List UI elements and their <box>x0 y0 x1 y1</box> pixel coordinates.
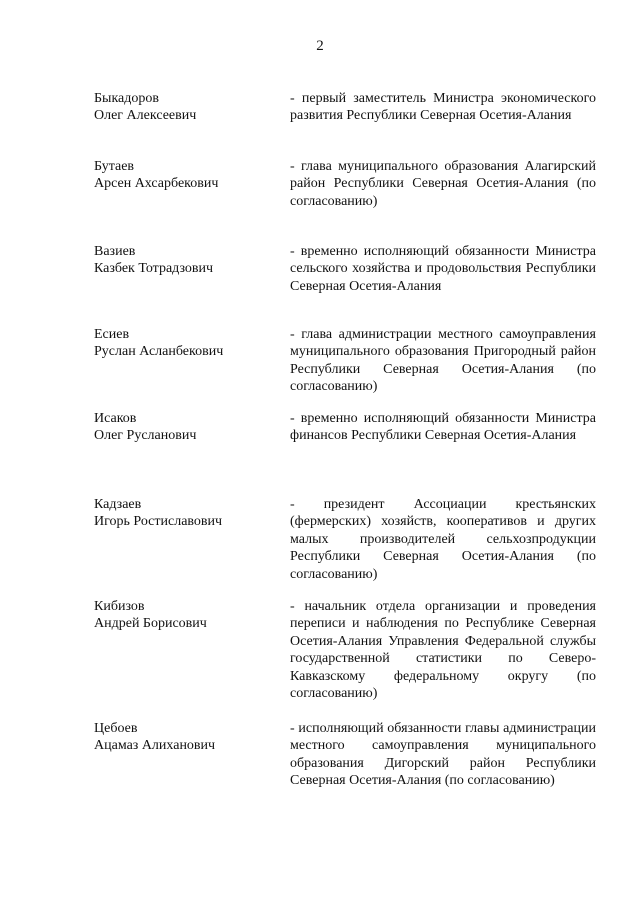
member-surname: Вазиев <box>94 244 136 259</box>
member-given-names: Руслан Асланбекович <box>94 344 224 359</box>
member-name <box>94 720 274 754</box>
member-role: - исполняющий обязанности главы администрации местного самоуправления муниципального образования Дигорский район Республики Северная Осетия-Алания (по согласованию) <box>290 721 596 789</box>
member-name <box>94 326 274 360</box>
member-surname: Быкадоров <box>94 91 159 106</box>
member-role: - временно исполняющий обязанности Министра сельского хозяйства и продовольствия Республики Северная Осетия-Алания <box>290 244 596 294</box>
member-surname: Кибизов <box>94 599 145 614</box>
member-surname: Цебоев <box>94 721 138 736</box>
page-number: 2 <box>316 38 324 54</box>
member-role: - временно исполняющий обязанности Министра финансов Республики Северная Осетия-Алания <box>290 411 596 444</box>
member-given-names: Андрей Борисович <box>94 616 207 631</box>
member-surname: Есиев <box>94 327 130 342</box>
member-surname: Бутаев <box>94 159 135 174</box>
member-role: - первый заместитель Министра экономического развития Республики Северная Осетия-Алания <box>290 91 596 124</box>
member-name <box>94 158 274 192</box>
member-name <box>94 410 274 444</box>
member-given-names: Ацамаз Алиханович <box>94 738 216 753</box>
member-role: - начальник отдела организации и проведения переписи и наблюдения по Республике Северная Осетия-Алания Управления Федеральной службы государственной статистики по Северо-Кавказскому федеральному округу (по согласованию) <box>290 599 596 702</box>
member-given-names: Олег Алексеевич <box>94 108 197 123</box>
member-name <box>94 598 274 632</box>
member-given-names: Игорь Ростиславович <box>94 514 223 529</box>
member-surname: Кадзаев <box>94 497 142 512</box>
member-surname: Исаков <box>94 411 137 426</box>
member-given-names: Арсен Ахсарбекович <box>94 176 219 191</box>
member-given-names: Казбек Тотрадзович <box>94 261 214 276</box>
member-role: - президент Ассоциации крестьянских (фермерских) хозяйств, кооперативов и других малых производителей сельхозпродукции Республики Северная Осетия-Алания (по согласованию) <box>290 497 596 582</box>
member-name <box>94 496 274 530</box>
member-given-names: Олег Русланович <box>94 428 197 443</box>
member-role: - глава администрации местного самоуправления муниципального образования Пригородный район Республики Северная Осетия-Алания (по согласованию) <box>290 327 596 395</box>
member-role: - глава муниципального образования Алагирский район Республики Северная Осетия-Алания (по согласованию) <box>290 159 596 209</box>
member-name <box>94 90 274 124</box>
member-name <box>94 243 274 277</box>
